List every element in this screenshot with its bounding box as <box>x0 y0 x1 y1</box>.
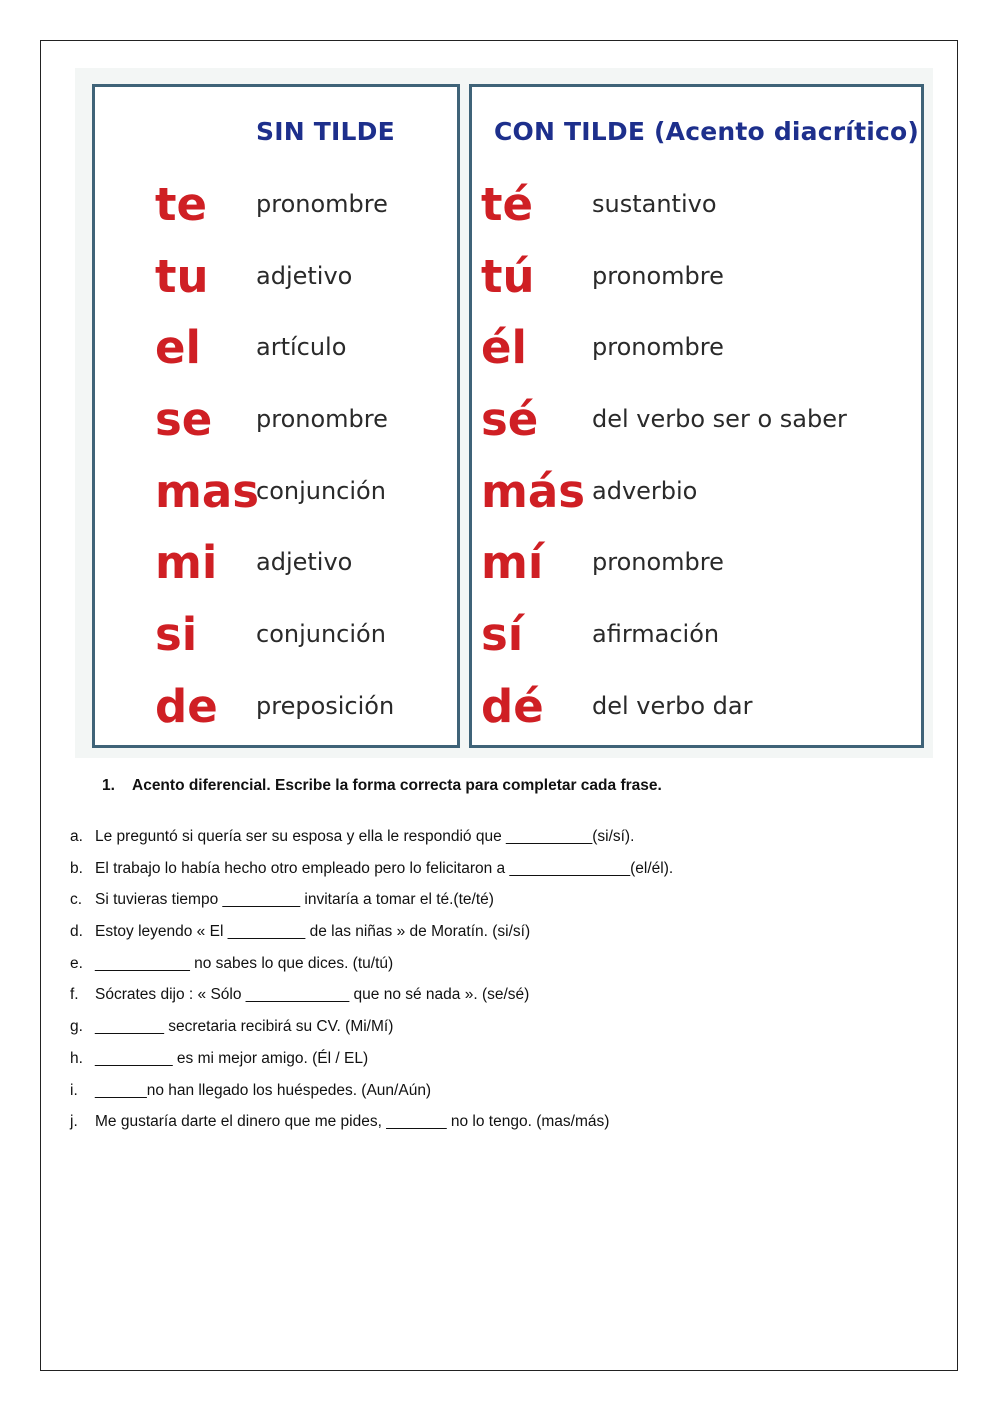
table-row <box>95 171 457 243</box>
table-row <box>95 673 457 745</box>
word-with-accent: él <box>481 321 527 375</box>
item-sentence: El trabajo lo había hecho otro empleado pero lo felicitaron a ______________(el/él). <box>95 859 674 877</box>
word-without-accent: si <box>155 608 198 662</box>
list-item <box>70 826 930 858</box>
word-category: pronombre <box>256 190 388 218</box>
word-without-accent: tu <box>155 249 209 303</box>
word-category: del verbo dar <box>592 691 753 720</box>
list-item <box>70 889 930 921</box>
item-letter: i. <box>70 1081 78 1099</box>
word-category: conjunción <box>256 620 386 649</box>
word-category: adjetivo <box>256 548 353 577</box>
con-tilde-title: CON TILDE (Acento diacrítico) <box>494 117 920 146</box>
item-letter: j. <box>70 1113 78 1131</box>
list-item <box>70 1080 930 1112</box>
word-category: pronombre <box>592 261 724 290</box>
word-category: pronombre <box>592 548 724 577</box>
item-sentence: Estoy leyendo « El _________ de las niñas » de Moratín. (si/sí) <box>95 923 531 941</box>
table-row <box>95 386 457 458</box>
con-tilde-panel <box>469 84 924 748</box>
table-row <box>472 171 921 243</box>
list-item <box>70 921 930 953</box>
word-category: adjetivo <box>256 261 353 290</box>
word-category: del verbo ser o saber <box>592 405 847 434</box>
table-row <box>472 386 921 458</box>
item-sentence: Si tuvieras tiempo _________ invitaría a tomar el té.(te/té) <box>95 891 494 909</box>
item-letter: e. <box>70 954 83 972</box>
table-row <box>95 314 457 386</box>
item-letter: c. <box>70 891 83 909</box>
word-category: artículo <box>256 333 347 362</box>
item-sentence: Sócrates dijo : « Sólo ____________ que no sé nada ». (se/sé) <box>95 986 530 1004</box>
list-item <box>70 1016 930 1048</box>
word-with-accent: mí <box>481 536 544 590</box>
item-letter: f. <box>70 986 79 1004</box>
word-with-accent: té <box>481 178 534 231</box>
item-letter: h. <box>70 1049 83 1067</box>
table-row <box>472 601 921 673</box>
table-row <box>95 601 457 673</box>
word-category: pronombre <box>256 405 388 434</box>
word-without-accent: mi <box>155 536 218 590</box>
word-with-accent: tú <box>481 249 535 303</box>
list-item <box>70 984 930 1016</box>
sin-tilde-title: SIN TILDE <box>256 117 395 146</box>
sin-tilde-rows <box>95 171 457 745</box>
word-category: pronombre <box>592 333 724 362</box>
word-without-accent: mas <box>155 464 260 518</box>
table-row <box>472 529 921 601</box>
word-with-accent: más <box>481 464 586 518</box>
table-row <box>95 458 457 530</box>
table-row <box>472 314 921 386</box>
item-sentence: ______no han llegado los huéspedes. (Aun/Aún) <box>95 1081 432 1099</box>
word-category: adverbio <box>592 476 698 505</box>
word-with-accent: dé <box>481 679 544 733</box>
word-category: afirmación <box>592 620 720 649</box>
word-category: sustantivo <box>592 190 717 218</box>
word-without-accent: te <box>155 178 208 231</box>
item-letter: d. <box>70 923 83 941</box>
item-sentence: Le preguntó si quería ser su esposa y ella le respondió que __________(si/sí). <box>95 828 635 845</box>
item-letter: b. <box>70 859 83 877</box>
list-item <box>70 1048 930 1080</box>
sin-tilde-panel <box>92 84 460 748</box>
word-without-accent: el <box>155 321 201 375</box>
item-sentence: _________ es mi mejor amigo. (Él / EL) <box>95 1049 369 1067</box>
table-row <box>95 529 457 601</box>
con-tilde-rows <box>472 171 921 745</box>
exercise-instruction: Acento diferencial. Escribe la forma correcta para completar cada frase. <box>132 777 662 794</box>
list-item <box>70 1111 930 1143</box>
word-without-accent: se <box>155 393 213 447</box>
word-with-accent: sé <box>481 393 539 447</box>
item-sentence: ________ secretaria recibirá su CV. (Mi/Mí) <box>95 1018 394 1036</box>
word-with-accent: sí <box>481 608 524 662</box>
item-letter: a. <box>70 828 83 845</box>
word-category: preposición <box>256 691 395 720</box>
item-letter: g. <box>70 1018 83 1036</box>
exercise-list <box>70 826 930 1143</box>
table-row <box>472 673 921 745</box>
table-row <box>95 243 457 315</box>
table-row <box>472 243 921 315</box>
word-category: conjunción <box>256 476 386 505</box>
exercise-number: 1. <box>102 777 115 794</box>
item-sentence: ___________ no sabes lo que dices. (tu/tú) <box>95 954 394 972</box>
list-item <box>70 953 930 985</box>
list-item <box>70 858 930 890</box>
word-without-accent: de <box>155 679 218 733</box>
exercise-heading <box>102 777 662 795</box>
table-row <box>472 458 921 530</box>
item-sentence: Me gustaría darte el dinero que me pides, _______ no lo tengo. (mas/más) <box>95 1113 610 1131</box>
